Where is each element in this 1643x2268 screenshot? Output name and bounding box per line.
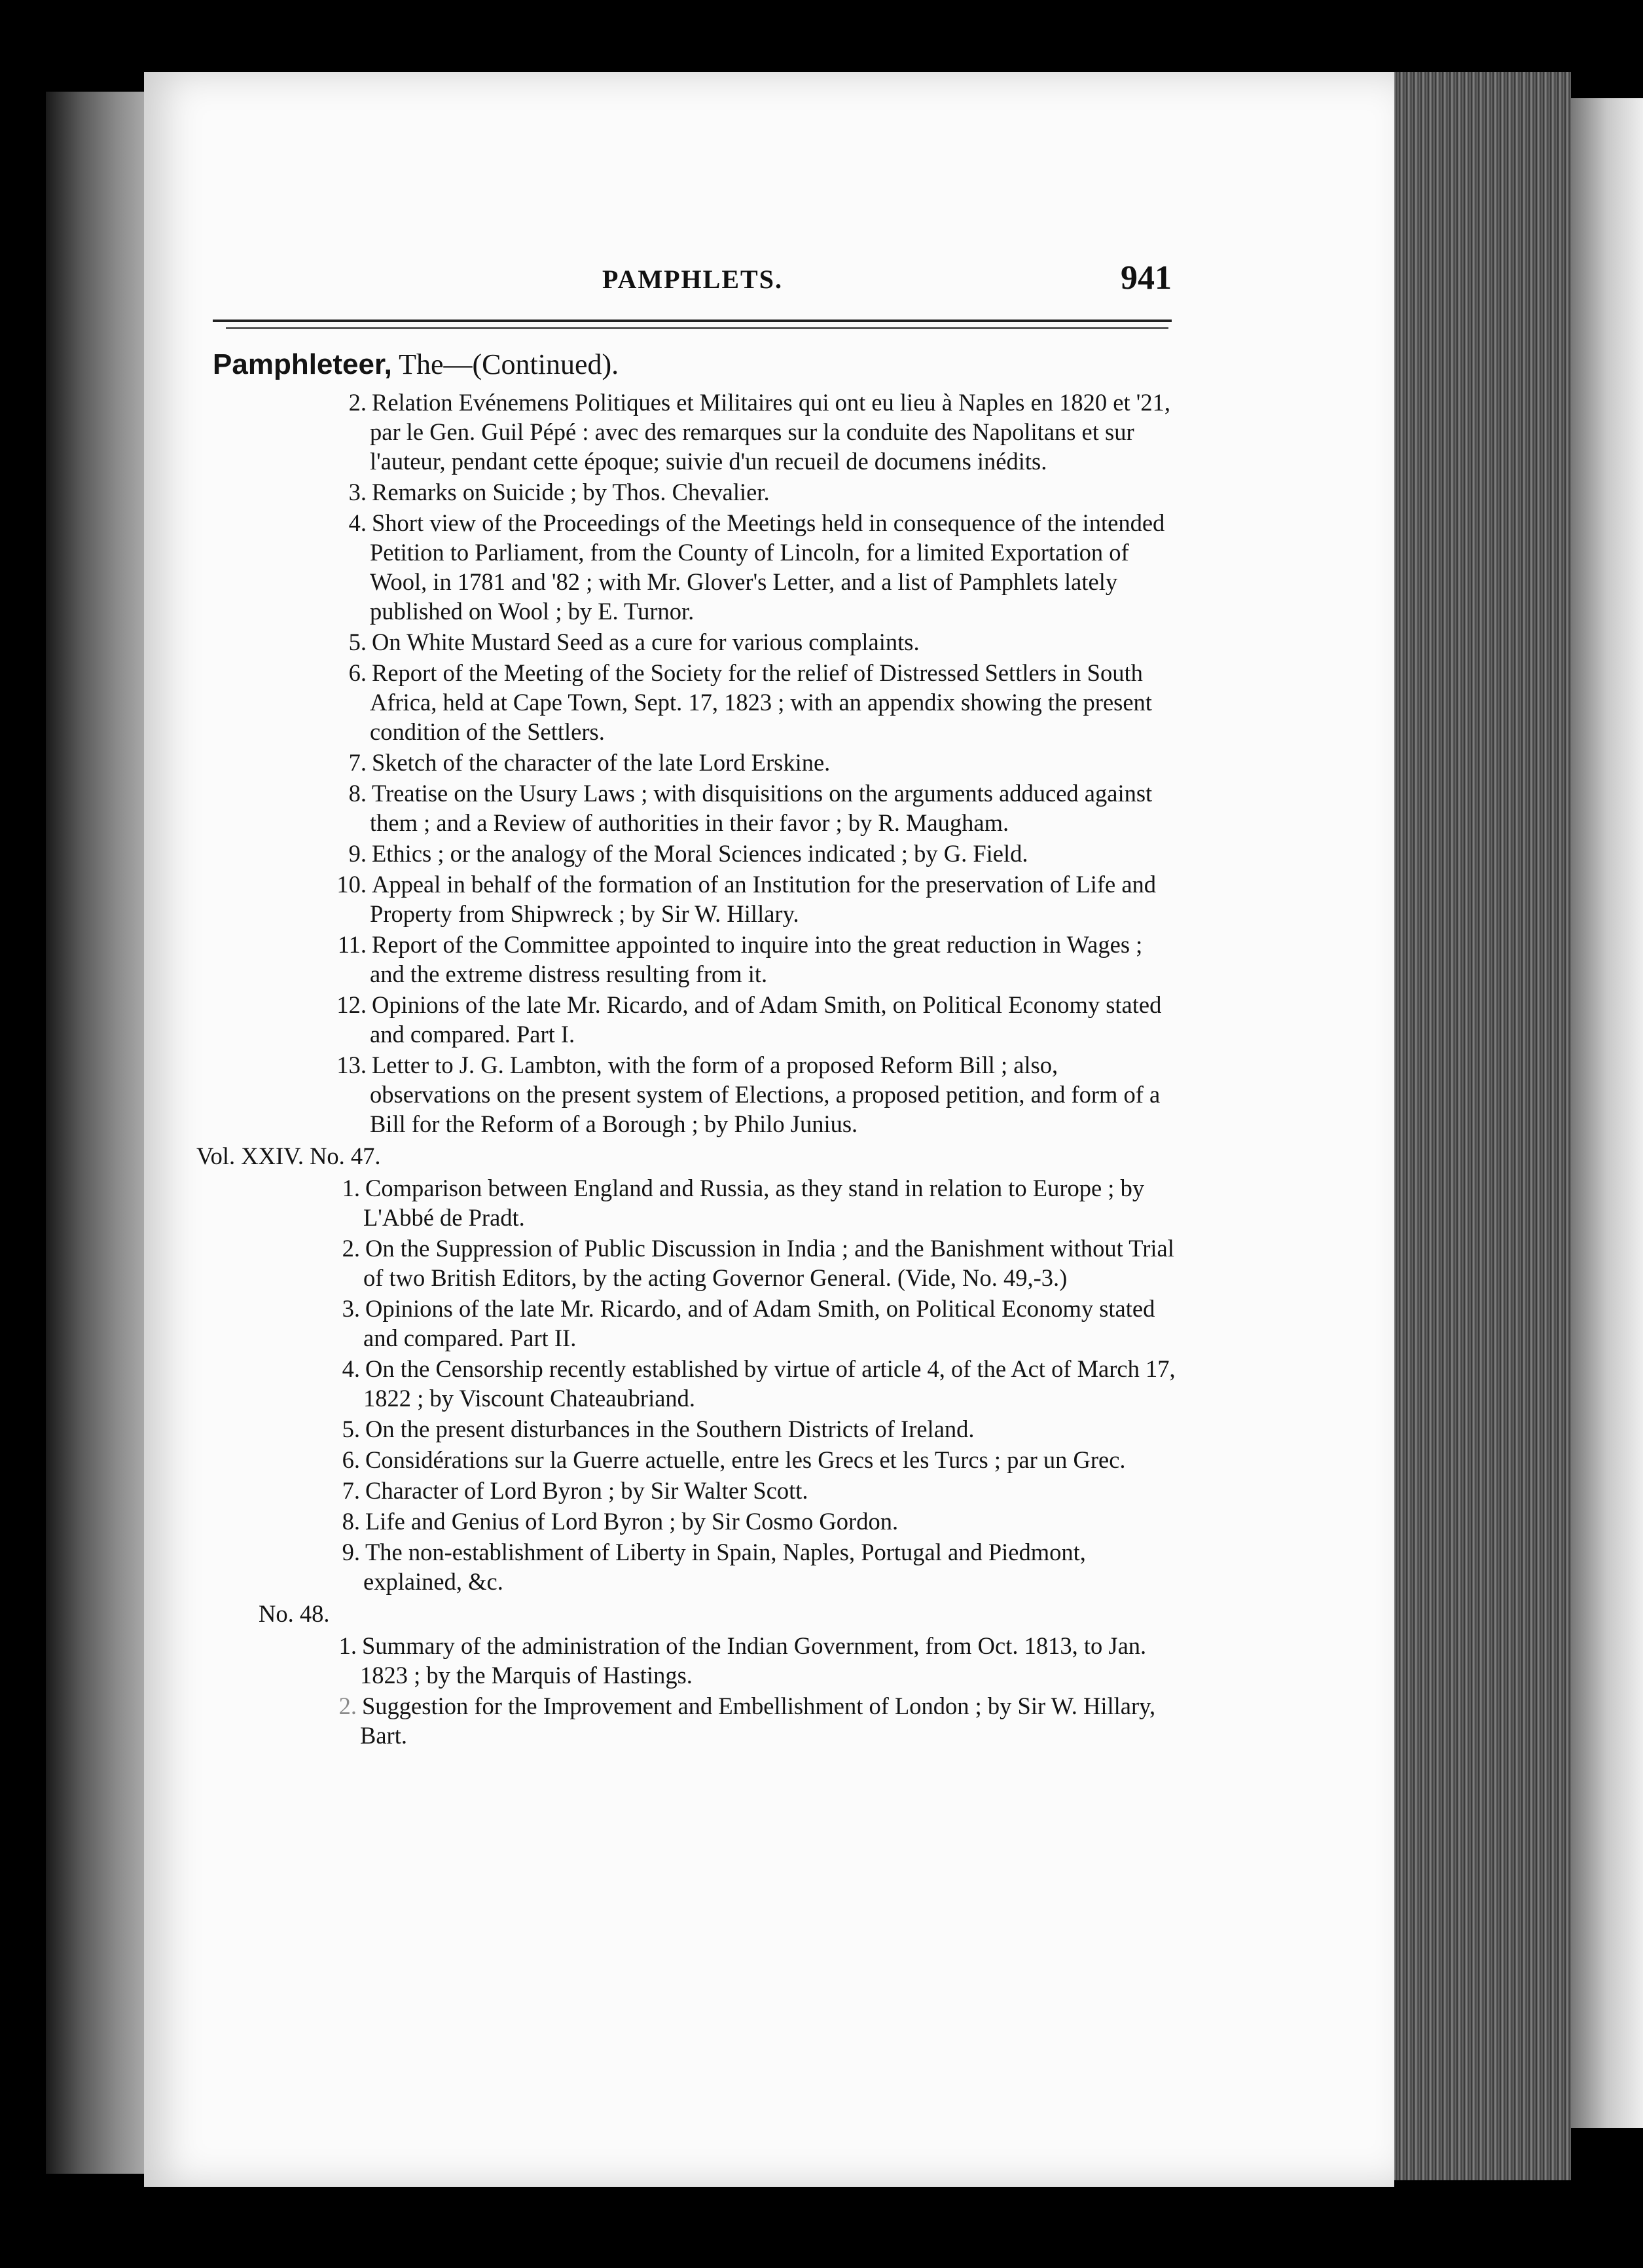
item-number: 7.: [342, 1477, 360, 1504]
item-number: 6.: [348, 659, 367, 686]
item-text: On the Censorship recently established by virtue of article 4, of the Act of March 17, 1822 ; by Viscount Chateaubriand.: [363, 1355, 1176, 1412]
item-number: 7.: [348, 749, 367, 776]
header-rule-bottom: [226, 327, 1168, 329]
item-text: Report of the Committee appointed to inquire into the great reduction in Wages ; and the extreme distress resulting from it.: [370, 931, 1143, 987]
item-number: 3.: [342, 1295, 360, 1322]
item-number: 4.: [348, 509, 367, 536]
item-number: 10.: [336, 871, 367, 898]
list-item: [196, 1537, 1178, 1596]
item-number: 5.: [342, 1416, 360, 1442]
item-text: Summary of the administration of the Indian Government, from Oct. 1813, to Jan. 1823 ; by the Marquis of Hastings.: [360, 1632, 1147, 1689]
list-item: [196, 930, 1178, 989]
page-content: [196, 347, 1178, 1751]
list-item: [196, 1476, 1178, 1505]
item-number: 9.: [342, 1539, 360, 1565]
list-item: [196, 1445, 1178, 1474]
item-number: 11.: [337, 931, 367, 958]
heading-rest: The—(Continued).: [399, 348, 619, 380]
list-item: [196, 1354, 1178, 1413]
item-text: Character of Lord Byron ; by Sir Walter Scott.: [365, 1477, 808, 1504]
item-text: Considérations sur la Guerre actuelle, entre les Grecs et les Turcs ; par un Grec.: [365, 1446, 1126, 1473]
list-item: [196, 658, 1178, 746]
item-number: 1.: [342, 1175, 360, 1201]
entry-heading: [213, 347, 1178, 382]
item-number: 6.: [342, 1446, 360, 1473]
list-item: [196, 1631, 1178, 1690]
item-text: Letter to J. G. Lambton, with the form of a proposed Reform Bill ; also, observations on the present system of Elections, a proposed petition, and form of a Bill for the Reform of a Borough ; by Philo Junius.: [370, 1052, 1161, 1137]
item-number: 2.: [348, 389, 367, 416]
item-text: Comparison between England and Russia, as they stand in relation to Europe ; by L'Abbé de Pradt.: [363, 1175, 1145, 1231]
item-number: 8.: [348, 780, 367, 807]
header-rule-top: [213, 320, 1172, 322]
page-header: [216, 259, 1172, 311]
item-number: 3.: [348, 479, 367, 505]
item-number: 12.: [336, 991, 367, 1018]
item-number: 8.: [342, 1508, 360, 1535]
list-item: [196, 990, 1178, 1049]
item-number: 13.: [336, 1052, 367, 1078]
entries-no-48: [196, 1631, 1178, 1750]
item-number: 2.: [342, 1235, 360, 1262]
page-number: 941: [1121, 259, 1172, 297]
item-text: On White Mustard Seed as a cure for various complaints.: [372, 629, 920, 655]
item-text: Short view of the Proceedings of the Meetings held in consequence of the intended Petition to Parliament, from the County of Lincoln, for a limited Exportation of Wool, in 1781 and '82 ; with Mr. Glover's Letter, and a list of Pamphlets lately published on Wool ; by E. Turnor.: [370, 509, 1165, 625]
item-text: Sketch of the character of the late Lord Erskine.: [372, 749, 831, 776]
list-item: [196, 839, 1178, 868]
item-text: Remarks on Suicide ; by Thos. Chevalier.: [372, 479, 770, 505]
list-item: [196, 627, 1178, 657]
running-title: PAMPHLETS.: [602, 265, 783, 294]
item-number: 2.: [338, 1692, 357, 1719]
item-number: 9.: [348, 840, 367, 867]
list-item: [196, 1507, 1178, 1536]
scan-top-border: [0, 0, 1643, 72]
item-number: 5.: [348, 629, 367, 655]
item-text: Life and Genius of Lord Byron ; by Sir Cosmo Gordon.: [365, 1508, 899, 1535]
list-item: [196, 1294, 1178, 1353]
entries-continued: [196, 388, 1178, 1139]
list-item: [196, 477, 1178, 507]
item-text: Report of the Meeting of the Society for the relief of Distressed Settlers in South Africa, held at Cape Town, Sept. 17, 1823 ; with an appendix showing the present condition of the Settlers.: [370, 659, 1152, 745]
list-item: [196, 1173, 1178, 1232]
list-item: [196, 1050, 1178, 1139]
item-number: 4.: [342, 1355, 360, 1382]
item-number: 1.: [338, 1632, 357, 1659]
list-item: [196, 388, 1178, 476]
number-heading: No. 48.: [259, 1600, 330, 1627]
item-text: Treatise on the Usury Laws ; with disquisitions on the arguments adduced against them ; and a Review of authorities in their favor ; by R. Maugham.: [370, 780, 1153, 836]
entries-no-47: [196, 1173, 1178, 1596]
item-text: Opinions of the late Mr. Ricardo, and of Adam Smith, on Political Economy stated and compared. Part II.: [363, 1295, 1155, 1351]
heading-name: Pamphleteer,: [213, 348, 392, 380]
volume-heading: Vol. XXIV. No. 47.: [196, 1143, 381, 1169]
list-item: [196, 508, 1178, 626]
list-item: [196, 1414, 1178, 1444]
item-text: The non-establishment of Liberty in Spain, Naples, Portugal and Piedmont, explained, &c.: [363, 1539, 1086, 1595]
book-cover-edge: [1571, 98, 1643, 2128]
item-text: Appeal in behalf of the formation of an Institution for the preservation of Life and Property from Shipwreck ; by Sir W. Hillary.: [370, 871, 1157, 927]
list-item: [196, 1234, 1178, 1292]
item-text: Ethics ; or the analogy of the Moral Sciences indicated ; by G. Field.: [372, 840, 1028, 867]
item-text: Opinions of the late Mr. Ricardo, and of Adam Smith, on Political Economy stated and compared. Part I.: [370, 991, 1162, 1048]
list-item: [196, 1691, 1178, 1750]
list-item: [196, 869, 1178, 928]
list-item: [196, 778, 1178, 837]
book-page-edges: [1375, 72, 1571, 2180]
item-text: On the Suppression of Public Discussion in India ; and the Banishment without Trial of two British Editors, by the acting Governor General. (Vide, No. 49,-3.): [363, 1235, 1174, 1291]
item-text: Relation Evénemens Politiques et Militaires qui ont eu lieu à Naples en 1820 et '21, par le Gen. Guil Pépé : avec des remarques sur la conduite des Napolitans et sur l'auteur, pendant cette époque; suivie d'un recueil de documens inédits.: [370, 389, 1170, 475]
item-text: Suggestion for the Improvement and Embellishment of London ; by Sir W. Hillary, Bart.: [360, 1692, 1156, 1749]
item-text: On the present disturbances in the Southern Districts of Ireland.: [365, 1416, 975, 1442]
list-item: [196, 748, 1178, 777]
